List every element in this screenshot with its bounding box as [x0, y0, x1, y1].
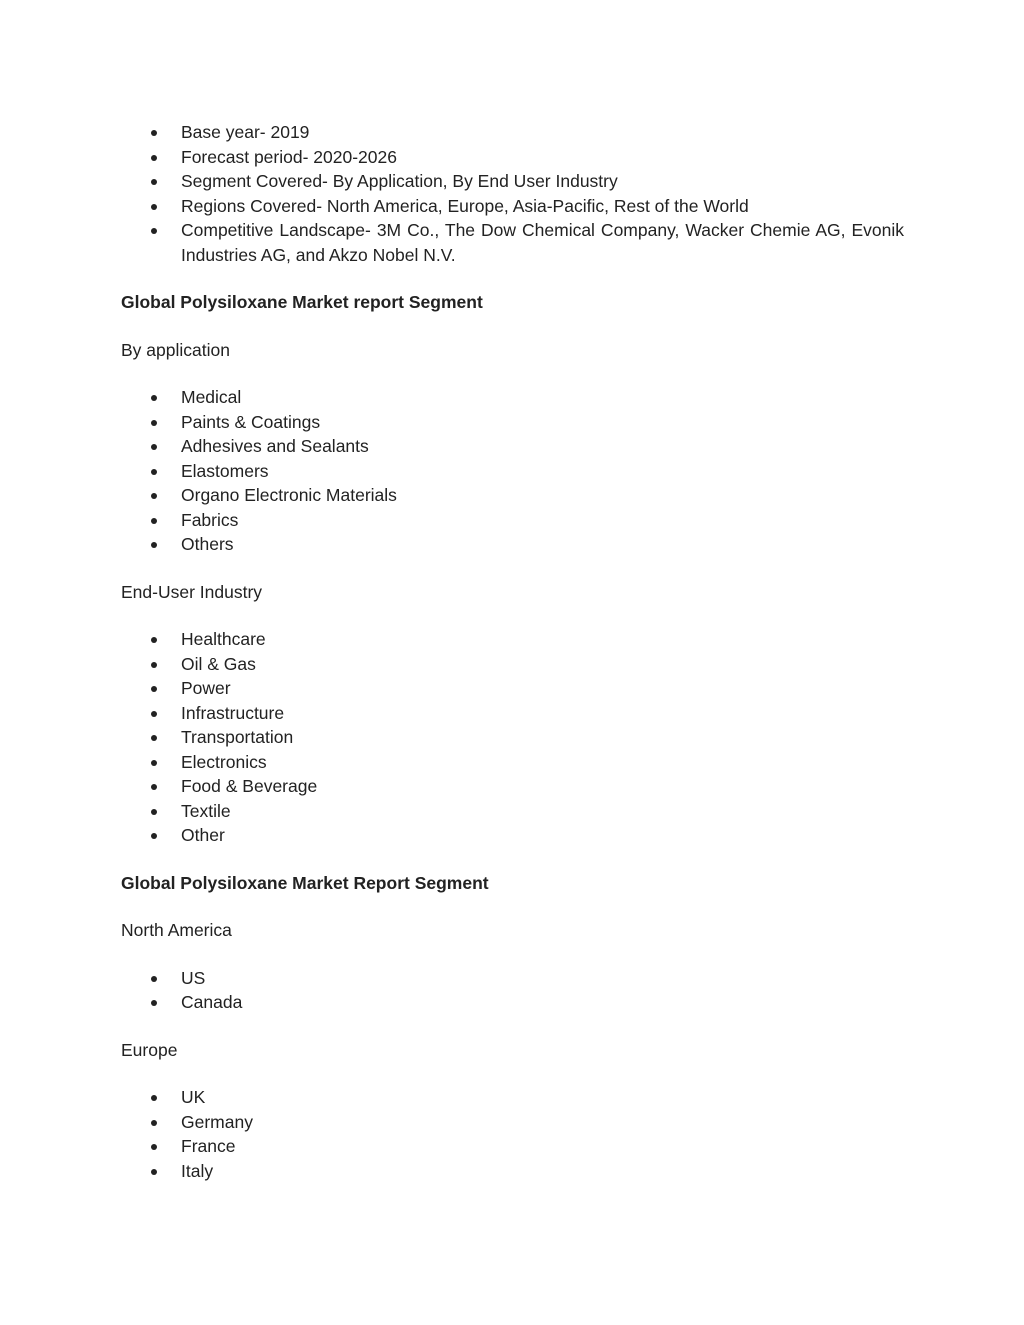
bullet-icon [151, 784, 157, 790]
document-content [121, 120, 904, 1183]
list-item [121, 508, 904, 533]
list-item [121, 434, 904, 459]
list-item-text: UK [181, 1087, 206, 1107]
bullet-icon [151, 179, 157, 185]
application-list [121, 385, 904, 557]
subsection-label-north-america: North America [121, 920, 232, 940]
section-heading: Global Polysiloxane Market report Segment [121, 292, 483, 312]
bullet-icon [151, 1095, 157, 1101]
list-item-text: Elastomers [181, 460, 269, 481]
list-item [121, 750, 904, 775]
bullet-icon [151, 833, 157, 839]
list-item-text: Forecast period- 2020-2026 [181, 146, 397, 167]
bullet-icon [151, 809, 157, 815]
list-item-text: Segment Covered- By Application, By End User Industry [181, 171, 618, 191]
list-item [121, 823, 904, 848]
list-item [121, 1110, 904, 1135]
bullet-icon [151, 444, 157, 450]
list-item-text: Competitive Landscape- 3M Co., The Dow Chemical Company, Wacker Chemie AG, Evonik Industries AG, and Akzo Nobel N.V. [181, 220, 904, 265]
bullet-icon [151, 518, 157, 524]
list-item-text: Food & Beverage [181, 776, 318, 796]
list-item [121, 652, 904, 677]
list-item-text: Electronics [181, 751, 267, 772]
bullet-icon [151, 542, 157, 548]
europe-list [121, 1085, 904, 1183]
north-america-list [121, 966, 904, 1015]
bullet-icon [151, 395, 157, 401]
list-item-text: Paints & Coatings [181, 411, 321, 432]
list-item [121, 120, 904, 145]
section-heading: Global Polysiloxane Market Report Segment [121, 872, 489, 893]
list-item-text: Fabrics [181, 509, 239, 530]
overview-list [121, 120, 904, 267]
list-item-text: Italy [181, 1160, 214, 1181]
list-item [121, 483, 904, 508]
list-item-text: Others [181, 534, 234, 554]
list-item [121, 169, 904, 194]
list-item-text: US [181, 967, 206, 988]
list-item [121, 725, 904, 750]
list-item-text: Regions Covered- North America, Europe, Asia-Pacific, Rest of the World [181, 195, 749, 216]
list-item-text: Transportation [181, 727, 294, 747]
bullet-icon [151, 976, 157, 982]
list-item [121, 1159, 904, 1184]
list-item [121, 218, 904, 267]
end-user-list [121, 627, 904, 848]
list-item-text: Organo Electronic Materials [181, 485, 397, 505]
bullet-icon [151, 711, 157, 717]
list-item [121, 1085, 904, 1110]
list-item-text: France [181, 1136, 236, 1156]
bullet-icon [151, 493, 157, 499]
bullet-icon [151, 735, 157, 741]
bullet-icon [151, 1120, 157, 1126]
bullet-icon [151, 637, 157, 643]
list-item [121, 990, 904, 1015]
subsection-label-end-user: End-User Industry [121, 581, 263, 602]
list-item [121, 799, 904, 824]
bullet-icon [151, 760, 157, 766]
bullet-icon [151, 130, 157, 136]
list-item-text: Adhesives and Sealants [181, 436, 369, 456]
list-item [121, 676, 904, 701]
list-item [121, 627, 904, 652]
list-item-text: Oil & Gas [181, 653, 256, 674]
bullet-icon [151, 420, 157, 426]
list-item-text: Base year- 2019 [181, 122, 310, 142]
bullet-icon [151, 686, 157, 692]
list-item [121, 966, 904, 991]
bullet-icon [151, 1169, 157, 1175]
list-item [121, 1134, 904, 1159]
list-item-text: Infrastructure [181, 702, 285, 723]
list-item [121, 385, 904, 410]
bullet-icon [151, 1144, 157, 1150]
list-item [121, 410, 904, 435]
list-item-text: Germany [181, 1111, 253, 1132]
list-item-text: Other [181, 825, 225, 845]
bullet-icon [151, 469, 157, 475]
list-item [121, 532, 904, 557]
subsection-label-europe: Europe [121, 1039, 178, 1060]
list-item [121, 194, 904, 219]
list-item-text: Power [181, 678, 231, 698]
bullet-icon [151, 204, 157, 210]
list-item [121, 701, 904, 726]
list-item [121, 145, 904, 170]
list-item [121, 459, 904, 484]
subsection-label-application: By application [121, 339, 230, 360]
bullet-icon [151, 155, 157, 161]
list-item-text: Textile [181, 800, 231, 821]
bullet-icon [151, 662, 157, 668]
list-item-text: Canada [181, 992, 243, 1012]
list-item-text: Medical [181, 387, 242, 407]
bullet-icon [151, 1000, 157, 1006]
bullet-icon [151, 228, 157, 234]
list-item [121, 774, 904, 799]
list-item-text: Healthcare [181, 629, 266, 649]
